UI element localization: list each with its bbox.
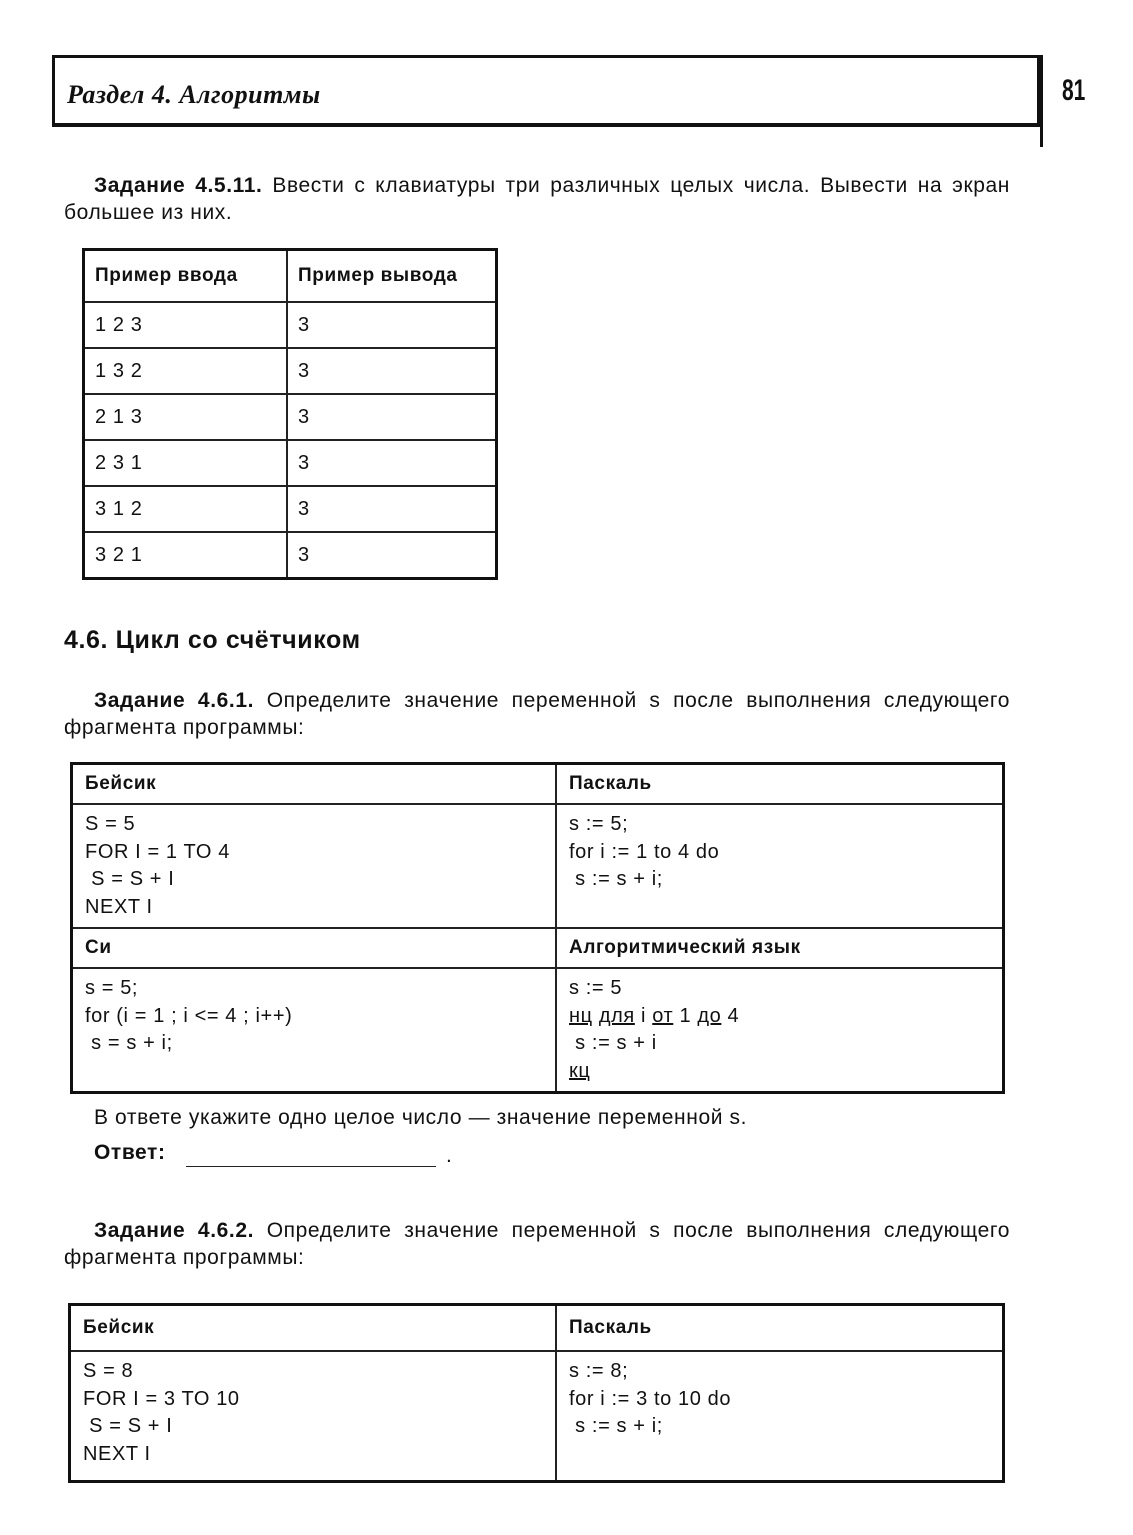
keyword-from: от bbox=[652, 1004, 674, 1027]
table-row bbox=[84, 486, 497, 532]
pascal-code bbox=[556, 1351, 1004, 1482]
code-line: for i := 3 to 10 do bbox=[569, 1387, 732, 1410]
code-table-4-6-2 bbox=[68, 1303, 1005, 1483]
table-row bbox=[84, 394, 497, 440]
table-cell: 2 1 3 bbox=[84, 394, 288, 440]
table-cell: 1 2 3 bbox=[84, 302, 288, 348]
task-4-5-11-label: Задание 4.5.11. bbox=[94, 174, 263, 197]
code-line: for i := 1 to 4 do bbox=[569, 840, 720, 863]
table-cell: 3 bbox=[287, 302, 497, 348]
task-4-6-1-label: Задание 4.6.1. bbox=[94, 689, 255, 712]
task-4-6-2-label: Задание 4.6.2. bbox=[94, 1219, 255, 1242]
table-row bbox=[84, 302, 497, 348]
answer-dot: . bbox=[446, 1144, 452, 1167]
section-title: 4.6. Цикл со счётчиком bbox=[64, 626, 361, 654]
code-line: for (i = 1 ; i <= 4 ; i++) bbox=[85, 1004, 293, 1027]
answer-blank[interactable] bbox=[186, 1166, 436, 1167]
code-line: S = S + I bbox=[83, 1415, 173, 1437]
header-rule bbox=[1040, 55, 1043, 147]
code-line: S = 8 bbox=[83, 1360, 134, 1382]
answer-label: Ответ: bbox=[94, 1141, 166, 1164]
loop-end: 4 bbox=[727, 1004, 740, 1027]
keyword-nc: нц bbox=[569, 1004, 593, 1027]
header-title: Раздел 4. Алгоритмы bbox=[67, 80, 321, 109]
table-row bbox=[84, 440, 497, 486]
code-line: s := 5; bbox=[569, 813, 629, 835]
code-line: s = 5; bbox=[85, 977, 139, 999]
table-header-input: Пример ввода bbox=[84, 250, 288, 303]
pascal-column-title: Паскаль bbox=[556, 1305, 1004, 1352]
keyword-to: до bbox=[697, 1004, 722, 1027]
task-4-5-11-text bbox=[64, 172, 1010, 226]
task-4-6-2-body: Определите значение переменной s после выполнения следующего фрагмента программы: bbox=[64, 1219, 1010, 1269]
loop-variable: i bbox=[641, 1004, 647, 1027]
table-cell: 3 1 2 bbox=[84, 486, 288, 532]
task-4-6-1-body: Определите значение переменной s после выполнения следующего фрагмента программы: bbox=[64, 689, 1010, 739]
c-code bbox=[72, 968, 557, 1093]
task-4-6-2-text bbox=[64, 1217, 1010, 1271]
pascal-code bbox=[556, 804, 1004, 928]
table-header-output: Пример вывода bbox=[287, 250, 497, 303]
table-cell: 2 3 1 bbox=[84, 440, 288, 486]
code-line: s := 5 bbox=[569, 977, 623, 999]
basic-column-title: Бейсик bbox=[70, 1305, 557, 1352]
basic-column-title: Бейсик bbox=[72, 764, 557, 805]
c-column-title: Си bbox=[72, 928, 557, 968]
code-line: s = s + i; bbox=[85, 1032, 173, 1054]
answer-hint-text: В ответе укажите одно целое число — значение переменной s. bbox=[94, 1106, 748, 1129]
code-line: S = S + I bbox=[85, 868, 175, 890]
page-number: 81 bbox=[1062, 74, 1086, 107]
algo-code bbox=[556, 968, 1004, 1093]
table-cell: 3 bbox=[287, 486, 497, 532]
basic-code bbox=[70, 1351, 557, 1482]
loop-start: 1 bbox=[679, 1004, 692, 1027]
keyword-kc: кц bbox=[569, 1059, 591, 1082]
table-cell: 3 2 1 bbox=[84, 532, 288, 579]
keyword-for: для bbox=[598, 1004, 635, 1027]
code-line: FOR I = 3 TO 10 bbox=[83, 1387, 240, 1410]
page-header bbox=[52, 55, 1040, 127]
table-cell: 3 bbox=[287, 348, 497, 394]
code-line: s := 8; bbox=[569, 1360, 629, 1382]
basic-code bbox=[72, 804, 557, 928]
code-line bbox=[569, 1003, 990, 1031]
code-line: FOR I = 1 TO 4 bbox=[85, 840, 230, 863]
table-cell: 3 bbox=[287, 394, 497, 440]
table-cell: 3 bbox=[287, 440, 497, 486]
code-line: NEXT I bbox=[85, 895, 153, 918]
table-row bbox=[84, 348, 497, 394]
table-cell: 3 bbox=[287, 532, 497, 579]
code-line: s := s + i; bbox=[569, 868, 663, 890]
code-line: NEXT I bbox=[83, 1442, 151, 1465]
code-table-4-6-1 bbox=[70, 762, 1005, 1094]
task-4-5-11-body: Ввести с клавиатуры три различных целых числа. Вывести на экран большее из них. bbox=[64, 174, 1010, 224]
code-line: S = 5 bbox=[85, 813, 136, 835]
pascal-column-title: Паскаль bbox=[556, 764, 1004, 805]
table-row bbox=[84, 532, 497, 579]
task-4-6-1-text bbox=[64, 687, 1010, 741]
table-cell: 1 3 2 bbox=[84, 348, 288, 394]
algo-column-title: Алгоритмический язык bbox=[556, 928, 1004, 968]
io-example-table bbox=[82, 248, 498, 580]
answer-hint bbox=[64, 1104, 1010, 1131]
code-line: s := s + i; bbox=[569, 1415, 663, 1437]
code-line: s := s + i bbox=[569, 1032, 657, 1054]
